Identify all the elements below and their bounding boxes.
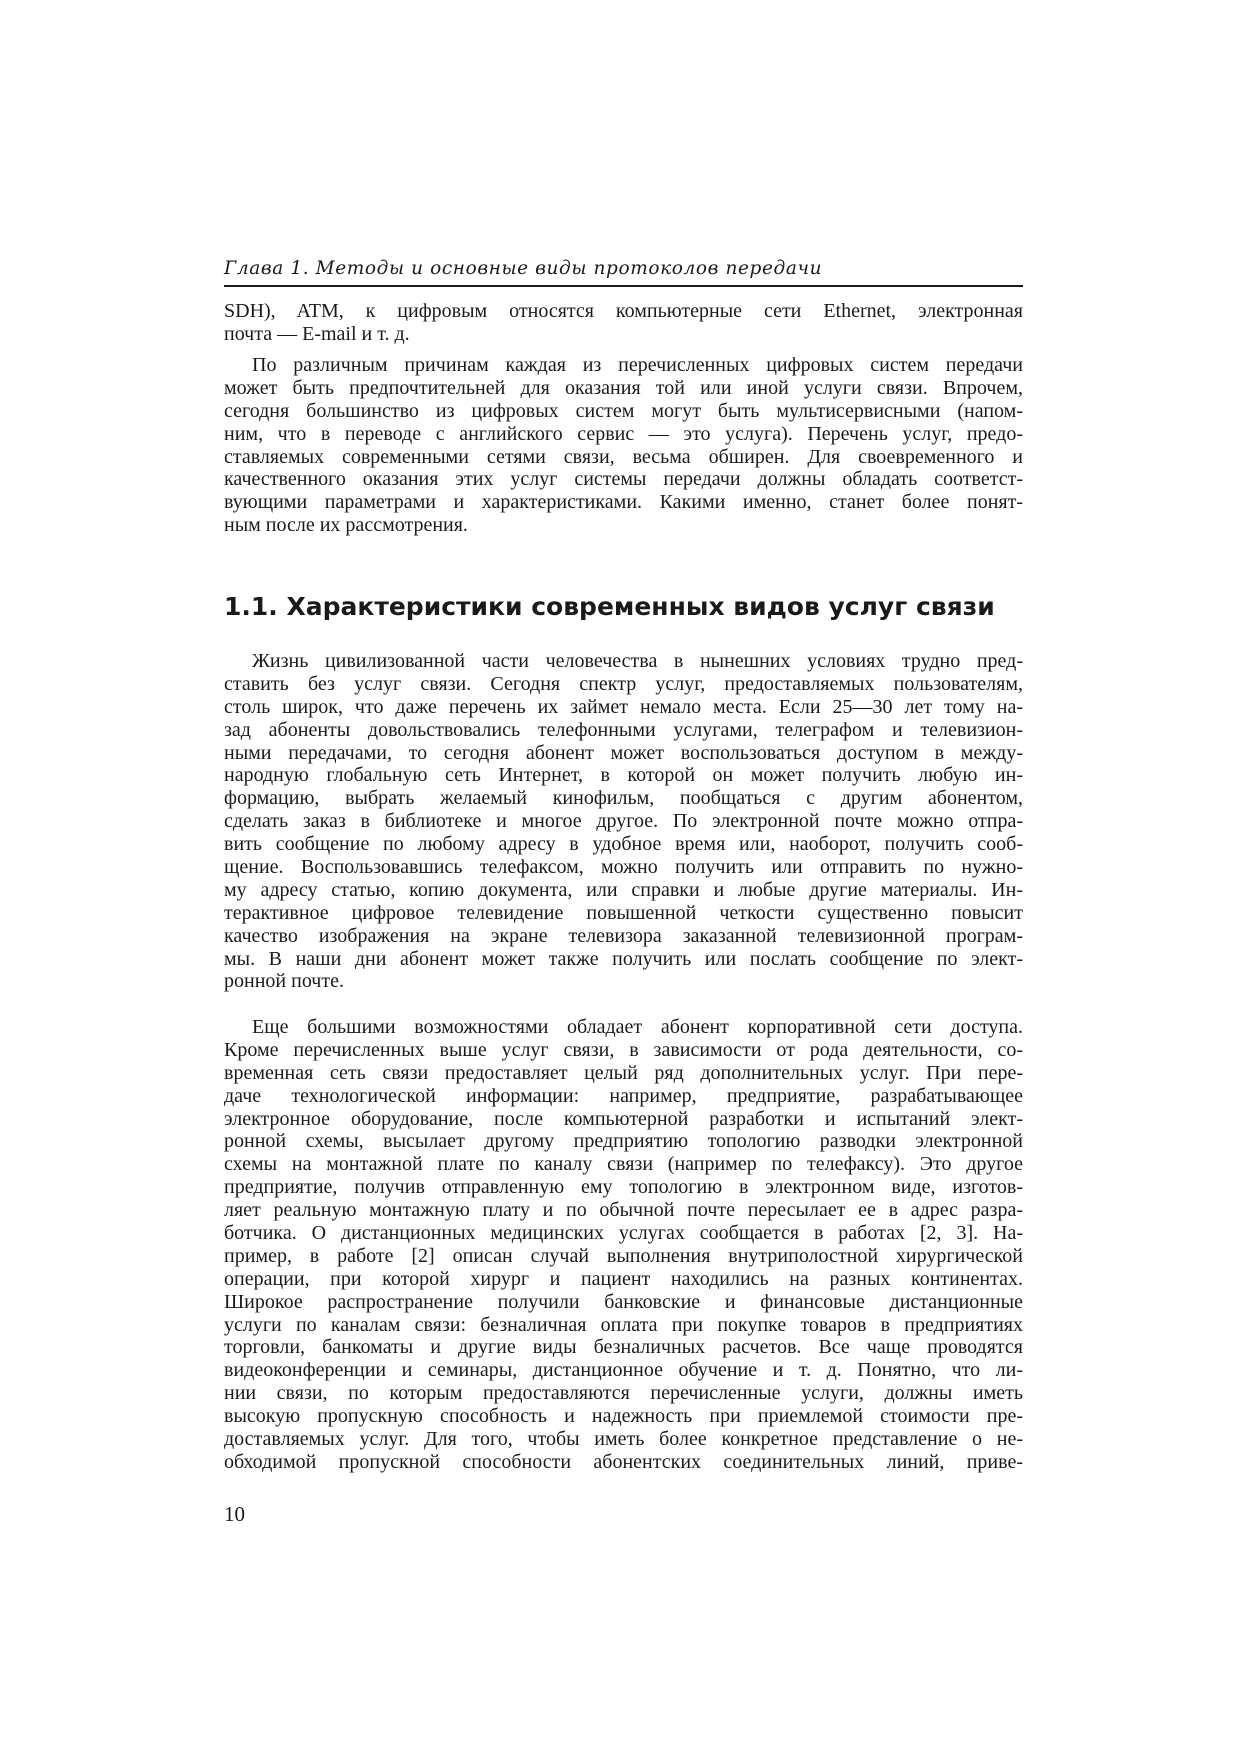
text-line: сделать заказ в библиотеке и многое другое. По электронной почте можно отпра- — [224, 810, 1023, 833]
text-line: видеоконференции и семинары, дистанционное обучение и т. д. Понятно, что ли- — [224, 1359, 1023, 1382]
header-rule — [224, 285, 1023, 287]
text-line: вить сообщение по любому адресу в удобное время или, наоборот, получить сооб- — [224, 833, 1023, 856]
text-line: пример, в работе [2] описан случай выполнения внутриполостной хирургической — [224, 1244, 1023, 1267]
text-line: даче технологической информации: например, предприятие, разрабатывающее — [224, 1084, 1023, 1107]
running-header: Глава 1. Методы и основные виды протоколов передачи — [224, 258, 823, 279]
text-line: почта — E-mail и т. д. — [224, 322, 410, 345]
text-line: доставляемых услуг. Для того, чтобы иметь более конкретное представление о не- — [224, 1428, 1023, 1451]
text-line: Еще большими возможностями обладает абонент корпоративной сети доступа. — [252, 1016, 1023, 1038]
text-line: формацию, выбрать желаемый кинофильм, пообщаться с другим абонентом, — [224, 787, 1023, 810]
text-line: высокую пропускную способность и надежность при приемлемой стоимости пре- — [224, 1405, 1023, 1428]
text-line: ним, что в переводе с английского сервис — это услуга). Перечень услуг, предо- — [224, 422, 1023, 445]
text-line: ляет реальную монтажную плату и по обычной почте пересылает ее в адрес разра- — [224, 1199, 1023, 1222]
text-line: ными передачами, то сегодня абонент может воспользоваться доступом в между- — [224, 741, 1023, 764]
continuation-paragraph — [224, 300, 1023, 346]
text-line: качество изображения на экране телевизора заказанной телевизионной програм- — [224, 924, 1023, 947]
text-line: столь широк, что даже перечень их займет немало места. Если 25—30 лет тому на- — [224, 695, 1023, 718]
text-line: народную глобальную сеть Интернет, в которой он может получить любую ин- — [224, 764, 1023, 787]
text-line: ставить без услуг связи. Сегодня спектр услуг, предоставляемых пользователям, — [224, 672, 1023, 695]
text-line: SDH), ATM, к цифровым относятся компьютерные сети Ethernet, электронная — [224, 300, 1023, 322]
text-line: ным после их рассмотрения. — [224, 514, 468, 537]
text-line: может быть предпочтительней для оказания той или иной услуги связи. Впрочем, — [224, 376, 1023, 399]
text-line: ставляемых современными сетями связи, весьма обширен. Для своевременного и — [224, 445, 1023, 468]
text-line: терактивное цифровое телевидение повышенной четкости существенно повысит — [224, 901, 1023, 924]
text-line: временная сеть связи предоставляет целый ряд дополнительных услуг. При пере- — [224, 1061, 1023, 1084]
section-paragraph-1 — [224, 650, 1023, 993]
page-number: 10 — [224, 1502, 245, 1526]
text-line: мы. В наши дни абонент может также получить или послать сообщение по элект- — [224, 947, 1023, 970]
text-line: Кроме перечисленных выше услуг связи, в зависимости от рода деятельности, со- — [224, 1038, 1023, 1061]
text-line: нии связи, по которым предоставляются перечисленные услуги, должны иметь — [224, 1382, 1023, 1405]
text-line: услуги по каналам связи: безналичная оплата при покупке товаров в предприятиях — [224, 1313, 1023, 1336]
text-line: торговли, банкоматы и другие виды безналичных расчетов. Все чаще проводятся — [224, 1336, 1023, 1359]
text-line: ботчика. О дистанционных медицинских услугах сообщается в работах [2, 3]. На- — [224, 1222, 1023, 1245]
text-line: электронное оборудование, после компьютерной разработки и испытаний элект- — [224, 1107, 1023, 1130]
text-line: ронной схемы, высылает другому предприятию топологию разводки электронной — [224, 1130, 1023, 1153]
text-line: зад абоненты довольствовались телефонными услугами, телеграфом и телевизион- — [224, 718, 1023, 741]
text-line: качественного оказания этих услуг системы передачи должны обладать соответст- — [224, 468, 1023, 491]
text-line: Жизнь цивилизованной части человечества в нынешних условиях трудно пред- — [252, 650, 1023, 672]
text-line: Широкое распространение получили банковские и финансовые дистанционные — [224, 1290, 1023, 1313]
text-line: По различным причинам каждая из перечисленных цифровых систем передачи — [252, 354, 1023, 376]
section-paragraph-2 — [224, 1016, 1023, 1474]
section-heading: 1.1. Характеристики современных видов услуг связи — [224, 592, 995, 621]
text-line: вующими параметрами и характеристиками. Какими именно, станет более понят- — [224, 491, 1023, 514]
intro-paragraph — [224, 354, 1023, 537]
text-line: схемы на монтажной плате по каналу связи (например по телефаксу). Это другое — [224, 1153, 1023, 1176]
text-line: обходимой пропускной способности абонентских соединительных линий, приве- — [224, 1450, 1023, 1473]
text-line: операции, при которой хирург и пациент находились на разных континентах. — [224, 1267, 1023, 1290]
text-line: щение. Воспользовавшись телефаксом, можно получить или отправить по нужно- — [224, 856, 1023, 879]
text-line: сегодня большинство из цифровых систем могут быть мультисервисными (напом- — [224, 399, 1023, 422]
text-line: ронной почте. — [224, 970, 344, 993]
text-line: му адресу статью, копию документа, или справки и любые другие материалы. Ин- — [224, 878, 1023, 901]
text-line: предприятие, получив отправленную ему топологию в электронном виде, изготов- — [224, 1176, 1023, 1199]
